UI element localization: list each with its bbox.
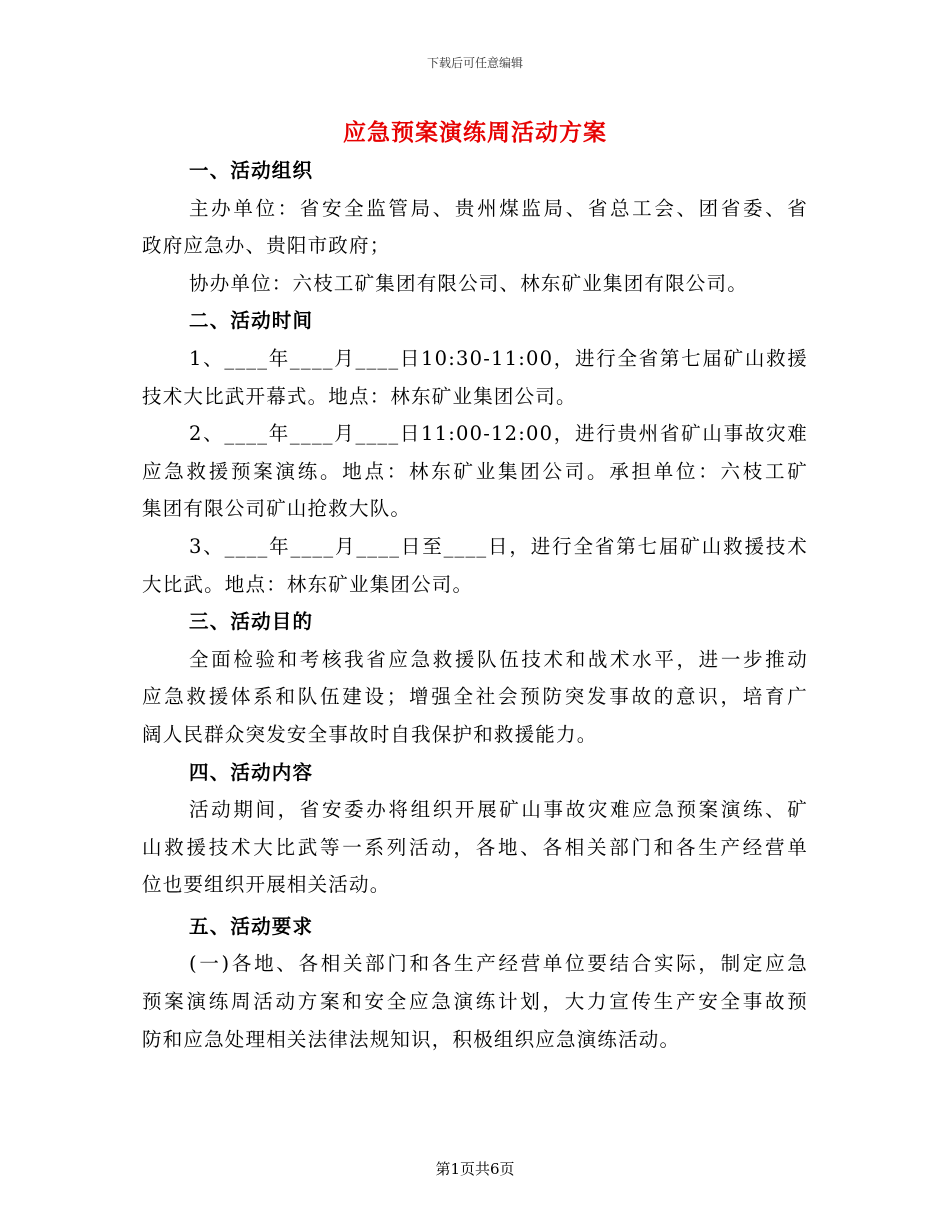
paragraph-line: 协办单位：六枝工矿集团有限公司、林东矿业集团有限公司。 [189,271,748,295]
paragraph-line: 1、____年____月____日10:30-11:00，进行全省第七届矿山救援 [189,346,808,370]
paragraph-line: 3、____年____月____日至____日，进行全省第七届矿山救援技术 [189,534,808,558]
page-number: 第1页共6页 [435,1160,515,1178]
section-heading: 二、活动时间 [189,309,314,333]
paragraph-line: 山救援技术大比武等一系列活动，各地、各相关部门和各生产经营单 [142,835,808,859]
paragraph-line: 技术大比武开幕式。地点：林东矿业集团公司。 [142,384,577,408]
paragraph-line: 2、____年____月____日11:00-12:00，进行贵州省矿山事故灾难 [189,422,808,446]
paragraph-line: 活动期间，省安委办将组织开展矿山事故灾难应急预案演练、矿 [189,798,808,822]
paragraph-line: 政府应急办、贵阳市政府； [142,234,391,258]
section-heading: 一、活动组织 [189,159,314,182]
section-heading: 五、活动要求 [189,914,314,938]
document-title: 应急预案演练周活动方案 [343,119,607,146]
section-heading: 三、活动目的 [189,610,314,634]
paragraph-line: 预案演练周活动方案和安全应急演练计划，大力宣传生产安全事故预 [142,990,808,1014]
document-body [142,152,808,1058]
paragraph-line: 大比武。地点：林东矿业集团公司。 [142,572,474,596]
header-note: 下载后可任意编辑 [426,56,523,70]
paragraph-line: 集团有限公司矿山抢救大队。 [142,497,412,521]
paragraph-line: 阔人民群众突发安全事故时自我保护和救援能力。 [142,722,598,746]
paragraph-line: 应急救援体系和队伍建设；增强全社会预防突发事故的意识，培育广 [142,685,808,709]
paragraph-line: 全面检验和考核我省应急救援队伍技术和战术水平，进一步推动 [189,647,808,671]
paragraph-line: 位也要组织开展相关活动。 [142,873,391,897]
paragraph-line: 防和应急处理相关法律法规知识，积极组织应急演练活动。 [142,1027,681,1051]
paragraph-line: (一)各地、各相关部门和各生产经营单位要结合实际，制定应急 [189,952,809,976]
paragraph-line: 应急救援预案演练。地点：林东矿业集团公司。承担单位：六枝工矿 [142,459,808,483]
section-heading: 四、活动内容 [189,760,314,784]
paragraph-line: 主办单位：省安全监管局、贵州煤监局、省总工会、团省委、省 [189,196,808,220]
